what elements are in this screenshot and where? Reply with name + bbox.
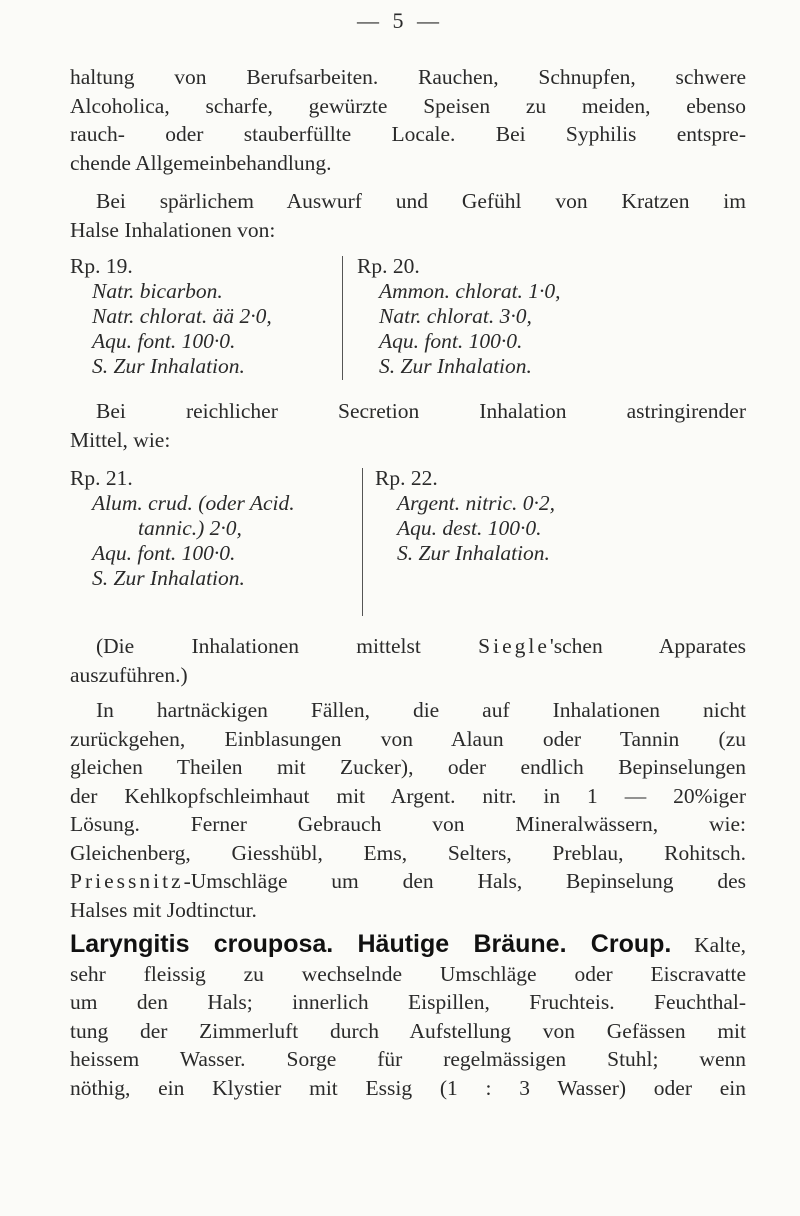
text-line [70, 632, 746, 661]
recipe-ingredient: Natr. bicarbon. [92, 279, 223, 303]
text-line: Halse Inhalationen von: [70, 217, 276, 242]
text-line: In hartnäckigen Fällen, die auf Inhalationen nicht [96, 698, 746, 722]
text-span: Kalte, [671, 933, 746, 957]
text-line: um den Hals; innerlich Eispillen, Fruchteis. Feuchthal- [70, 990, 746, 1014]
recipe-ingredient: Aqu. font. 100·0. [92, 541, 236, 565]
text-line: nöthig, ein Klystier mit Essig (1 : 3 Wasser) oder ein [70, 1075, 746, 1100]
recipe-22 [363, 466, 555, 616]
text-line: rauch- oder stauberfüllte Locale. Bei Syphilis entspre- [70, 122, 746, 146]
recipe-label: Rp. 21. [70, 466, 133, 490]
text-line: haltung von Berufsarbeiten. Rauchen, Schnupfen, schwere [70, 65, 746, 89]
recipe-ingredient: tannic.) 2·0, [138, 516, 242, 540]
recipe-ingredient: Alum. crud. (oder Acid. [92, 491, 295, 515]
recipe-ingredient: Natr. chlorat. 3·0, [379, 304, 532, 328]
recipe-signature: S. Zur Inhalation. [379, 354, 532, 378]
page-number: — 5 — [357, 8, 443, 33]
paragraph-stubborn-cases [70, 696, 746, 924]
text-line: Alcoholica, scharfe, gewürzte Speisen zu meiden, ebenso [70, 93, 746, 118]
section-heading: Laryngitis crouposa. Häutige Bräune. Croup. [70, 930, 672, 958]
text-line: Mittel, wie: [70, 427, 171, 452]
recipe-label: Rp. 22. [375, 466, 438, 490]
recipe-signature: S. Zur Inhalation. [397, 541, 550, 565]
text-line: tung der Zimmerluft durch Aufstellung von Gefässen mit [70, 1018, 746, 1043]
text-span: -Umschläge um den Hals, Bepinselung des [183, 869, 746, 893]
paragraph-apparatus-note [70, 632, 746, 689]
recipe-19 [70, 254, 342, 380]
recipe-label: Rp. 19. [70, 254, 133, 278]
text-line: Halses mit Jodtinctur. [70, 897, 257, 922]
recipe-ingredient: Ammon. chlorat. 1·0, [379, 279, 561, 303]
text-line [70, 930, 746, 960]
recipe-ingredient: Aqu. dest. 100·0. [397, 516, 542, 540]
text-line: zurückgehen, Einblasungen von Alaun oder Tannin (zu [70, 726, 746, 751]
text-line: Lösung. Ferner Gebrauch von Mineralwässern, wie: [70, 812, 746, 836]
recipe-block-21-22 [70, 466, 746, 616]
text-span: (Die Inhalationen mittelst [96, 634, 421, 658]
recipe-20 [343, 254, 561, 380]
recipe-ingredient: Aqu. font. 100·0. [92, 329, 236, 353]
recipe-signature: S. Zur Inhalation. [92, 354, 245, 378]
text-line: der Kehlkopfschleimhaut mit Argent. nitr. in 1 — 20%iger [70, 783, 746, 808]
recipe-ingredient: Natr. chlorat. ää 2·0, [92, 304, 272, 328]
text-line: auszuführen.) [70, 662, 188, 687]
paragraph-lifestyle [70, 63, 746, 177]
text-span: 'schen Apparates [549, 634, 747, 658]
text-line: Bei reichlicher Secretion Inhalation astringirender [96, 399, 746, 423]
recipe-ingredient: Aqu. font. 100·0. [379, 329, 523, 353]
section-laryngitis-crouposa [70, 930, 746, 1102]
name-spaced: Siegle [478, 634, 550, 658]
recipe-21 [70, 466, 362, 616]
text-line: Bei spärlichem Auswurf und Gefühl von Kratzen im [96, 189, 746, 213]
text-line: Gleichenberg, Giesshübl, Ems, Selters, Preblau, Rohitsch. [70, 840, 746, 865]
text-line: chende Allgemeinbehandlung. [70, 150, 332, 175]
text-line: heissem Wasser. Sorge für regelmässigen Stuhl; wenn [70, 1047, 746, 1071]
paragraph-inhalation-intro [70, 187, 746, 244]
text-line: gleichen Theilen mit Zucker), oder endlich Bepinselungen [70, 755, 746, 779]
paragraph-secretion [70, 397, 746, 454]
recipe-ingredient: Argent. nitric. 0·2, [397, 491, 556, 515]
name-spaced: Priessnitz [70, 869, 184, 893]
recipe-signature: S. Zur Inhalation. [92, 566, 245, 590]
text-line [70, 867, 746, 896]
recipe-label: Rp. 20. [357, 254, 420, 278]
recipe-block-19-20 [70, 254, 746, 380]
text-line: sehr fleissig zu wechselnde Umschläge oder Eiscravatte [70, 961, 746, 986]
